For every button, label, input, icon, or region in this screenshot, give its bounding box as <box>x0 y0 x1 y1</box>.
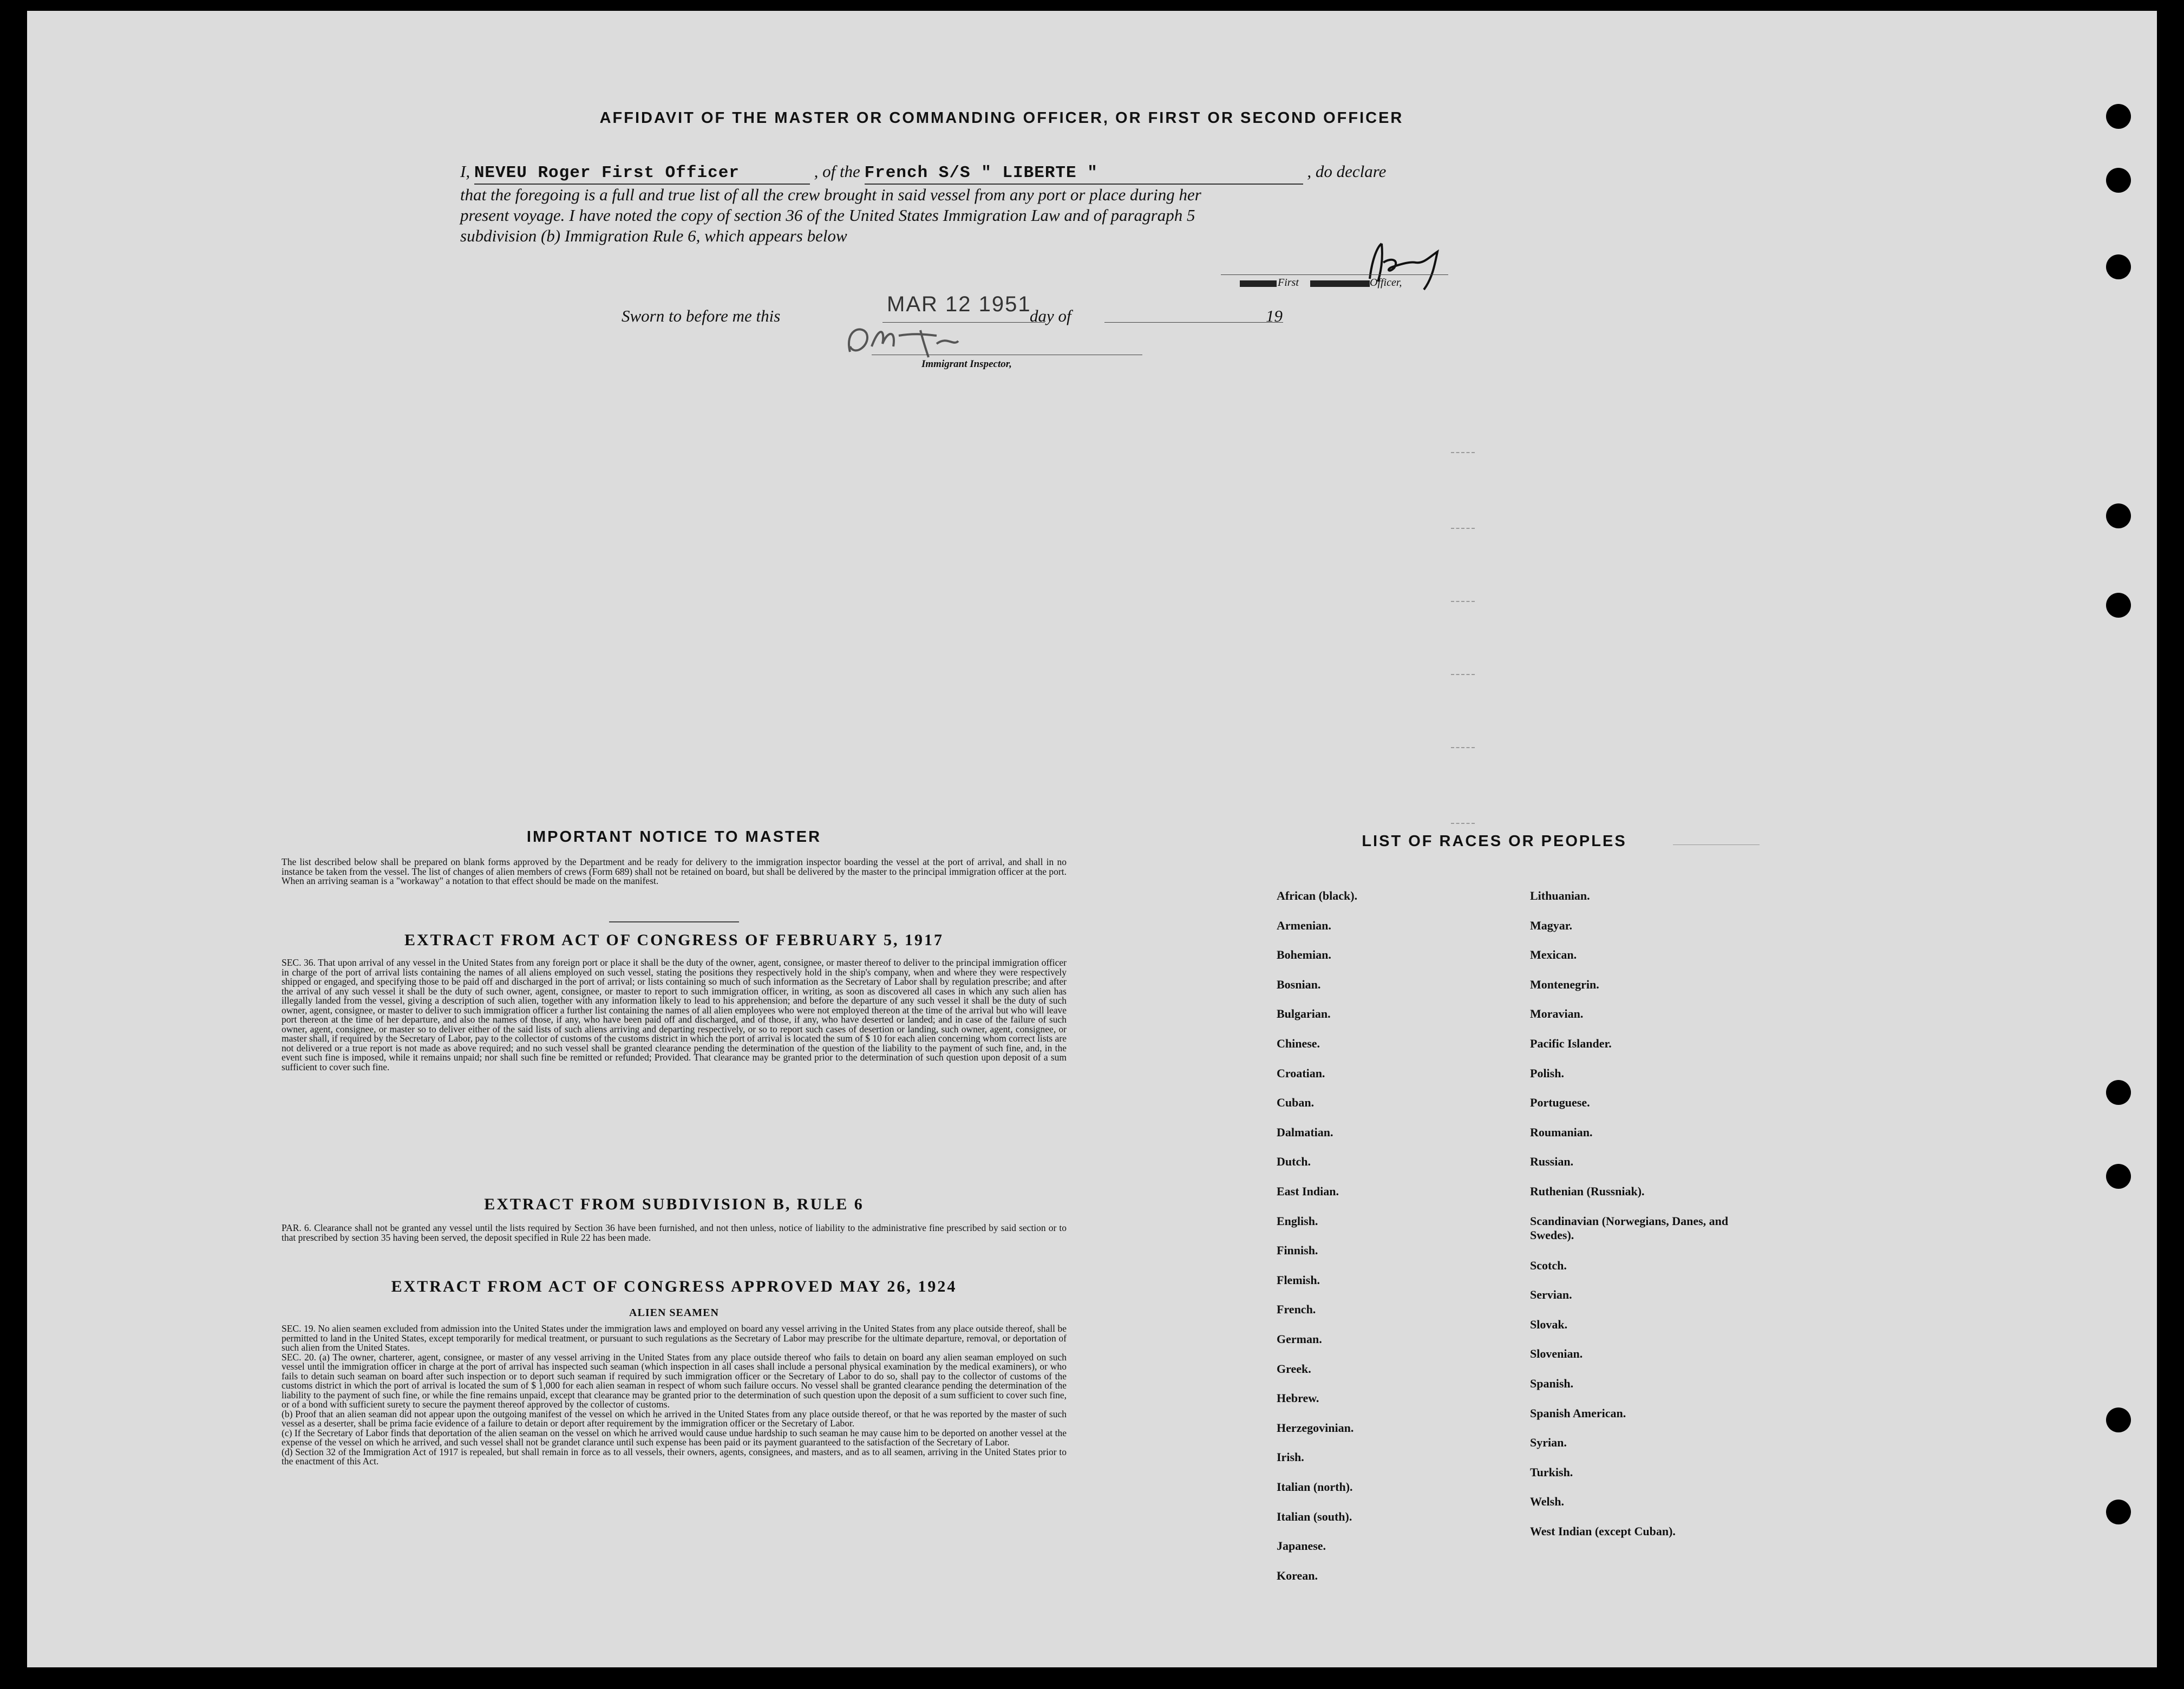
race-item: Dalmatian. <box>1277 1125 1333 1139</box>
race-item: Irish. <box>1277 1450 1304 1464</box>
sec-20c-text: (c) If the Secretary of Labor finds that deportation of the alien seaman on the vessel on which he arrived would cause undue hardship to such seaman he may cause him to be deported on another vessel at the expense of the vessel on which he arrived, and such vessel shall not be grandet clarance until such expense has been paid or its payment guaranteed to the satisfaction of the Secretary of Labor. <box>282 1427 1067 1448</box>
race-item: Russian. <box>1530 1155 1574 1169</box>
punch-hole <box>2106 593 2131 618</box>
date-stamp: MAR 12 1951 <box>887 292 1031 316</box>
race-item: Korean. <box>1277 1568 1318 1582</box>
race-item: Italian (north). <box>1277 1480 1353 1494</box>
race-item: Slovak. <box>1530 1317 1568 1331</box>
race-item: West Indian (except Cuban). <box>1530 1524 1676 1538</box>
officer-signature <box>1191 235 1516 295</box>
sec-19-text: SEC. 19. No alien seamen excluded from admission into the United States under the immigration laws and employed on board any vessel arriving in the United States from any place outside thereof, shall be permitted to land in the United States, except temporarily for medical treatment, or pursuant to such regulations as the Secretary of Labor may prescribe for the ultimate departure, removal, or deportation of such alien from the United States. <box>282 1323 1067 1353</box>
race-item: Mexican. <box>1530 948 1577 962</box>
race-item: Bulgarian. <box>1277 1007 1331 1021</box>
race-item: English. <box>1277 1214 1318 1228</box>
punch-hole <box>2106 503 2131 528</box>
race-item: Spanish. <box>1530 1376 1574 1390</box>
declaration-line-4: subdivision (b) Immigration Rule 6, which appears below <box>460 226 847 245</box>
race-item: Portuguese. <box>1530 1096 1590 1110</box>
race-item: Finnish. <box>1277 1243 1318 1258</box>
inspector-label: Immigrant Inspector, <box>921 358 1012 370</box>
i-label: I, <box>460 162 470 181</box>
sworn-prefix: Sworn to before me this <box>622 306 781 325</box>
race-item: Spanish American. <box>1530 1406 1626 1420</box>
race-item: Slovenian. <box>1530 1347 1583 1361</box>
officer-signature-block <box>1191 235 1516 295</box>
vessel-name-field: French S/S " LIBERTE " <box>865 163 1303 185</box>
race-item: Turkish. <box>1530 1465 1573 1479</box>
notice-text: The list described below shall be prepared on blank forms approved by the Department and be ready for delivery to the immigration inspector boarding the vessel at the port of arrival, and shall in no instance be taken from the vessel. The list of changes of alien members of crews (Form 689) shall not be retained on board, but shall be delivered by the master to the principal immigration officer at the port. When an arriving seaman is a "workaway" a notation to that effect should be made on the manifest. <box>282 856 1067 886</box>
race-item: Welsh. <box>1530 1495 1564 1509</box>
day-of-label: day of <box>1030 306 1071 325</box>
punch-hole <box>2106 1080 2131 1105</box>
race-item: Herzegovinian. <box>1277 1420 1354 1435</box>
punch-hole <box>2106 254 2131 279</box>
punch-hole <box>2106 1500 2131 1524</box>
sec-20d-text: (d) Section 32 of the Immigration Act of 1917 is repealed, but shall remain in force as to all vessels, their owners, agents, consignees, and masters, and as to all seamen, arriving in the United States prior to the enactment of this Act. <box>282 1446 1067 1467</box>
signature-first-label: First <box>1278 277 1299 289</box>
affidavit-title: AFFIDAVIT OF THE MASTER OR COMMANDING OFFICER, OR FIRST OR SECOND OFFICER <box>599 109 1404 127</box>
punch-hole <box>2106 1164 2131 1189</box>
do-declare-label: , do declare <box>1307 162 1387 181</box>
manifest-page <box>27 11 2157 1667</box>
race-item: Lithuanian. <box>1530 889 1590 902</box>
race-item: Greek. <box>1277 1361 1311 1376</box>
sec-20b-text: (b) Proof that an alien seaman did not appear upon the outgoing manifest of the vessel on which he arrived in the United States from any place outside thereof, or that he was reported by the master of such vessel as a deserter, shall be prima facie evidence of a failure to detain or deport after requirement by the immigration officer or the Secretary of Labor. <box>282 1408 1067 1429</box>
extract-1924-heading: EXTRACT FROM ACT OF CONGRESS APPROVED MAY 26, 1924 <box>391 1278 957 1295</box>
affidavit-declaration <box>460 161 1521 246</box>
race-item: Pacific Islander. <box>1530 1037 1612 1050</box>
sec-20a-text: SEC. 20. (a) The owner, charterer, agent, consignee, or master of any vessel arriving in the United States from any place outside thereof who fails to detain on board any alien seaman employed on such vessel until the immigration officer in charge at the port of arrival has inspected such seaman (which inspection in all cases shall include a personal physical examination by the medical examiners), or who fails to detain such seaman on board after such inspection or to deport such seaman if required by such immigration officer or the Secretary of Labor to do so, shall pay to the collector of customs of the customs district in which the port of arrival is located the sum of $ 1,000 for each alien seaman in respect of whom such failure occurs. No vessel shall be granted clearance pending the determination of the liability to the payment of such fine, or while the fine remains unpaid, except that clearance may be granted prior to the determination of such question upon the deposit of a sum sufficient to cover such fine, or of a bond with sufficient surety to secure the payment thereof approved by the collector of customs. <box>282 1351 1067 1410</box>
race-item: Croatian. <box>1277 1066 1325 1080</box>
notice-heading: IMPORTANT NOTICE TO MASTER <box>526 828 822 846</box>
declaration-line-1 <box>460 161 1521 185</box>
extract-rule6-heading: EXTRACT FROM SUBDIVISION B, RULE 6 <box>484 1195 864 1213</box>
year-prefix-label: 19 <box>1266 306 1283 325</box>
race-item: Servian. <box>1530 1288 1572 1302</box>
race-item: African (black). <box>1277 889 1358 902</box>
race-item: Montenegrin. <box>1530 977 1599 991</box>
race-item: Bosnian. <box>1277 977 1321 991</box>
officer-name-field: NEVEU Roger First Officer <box>474 163 810 185</box>
race-item: Magyar. <box>1530 918 1573 932</box>
punch-hole <box>2106 1408 2131 1432</box>
race-item: Ruthenian (Russniak). <box>1530 1184 1645 1198</box>
extract-1924-text <box>282 1324 1067 1467</box>
extract-1917-heading: EXTRACT FROM ACT OF CONGRESS OF FEBRUARY 5, 1917 <box>404 931 944 949</box>
race-item: East Indian. <box>1277 1184 1339 1198</box>
race-item: Scotch. <box>1530 1258 1567 1272</box>
race-item: Chinese. <box>1277 1037 1320 1050</box>
punch-hole <box>2106 104 2131 129</box>
race-item: French. <box>1277 1302 1316 1317</box>
declaration-line-2: that the foregoing is a full and true list of all the crew brought in said vessel from any port or place during her <box>460 185 1201 204</box>
punch-hole <box>2106 168 2131 193</box>
race-item: Syrian. <box>1530 1436 1567 1450</box>
inspector-signature-block <box>834 314 1029 384</box>
race-item: Hebrew. <box>1277 1391 1319 1405</box>
extract-rule6-text: PAR. 6. Clearance shall not be granted any vessel until the lists required by Section 36 have been furnished, and not then unless, notice of liability to the administrative fine prescribed by said section or to that prescribed by section 35 having been served, the deposit specified in Rule 22 has been made. <box>282 1222 1067 1243</box>
of-the-label: , of the <box>814 162 860 181</box>
race-item: German. <box>1277 1332 1322 1346</box>
declaration-line-3: present voyage. I have noted the copy of section 36 of the United States Immigration Law and of paragraph 5 <box>460 206 1195 225</box>
race-item: Roumanian. <box>1530 1125 1593 1139</box>
race-item: Armenian. <box>1277 918 1331 932</box>
race-item: Flemish. <box>1277 1273 1320 1287</box>
race-item: Dutch. <box>1277 1155 1311 1169</box>
race-item: Japanese. <box>1277 1539 1326 1553</box>
alien-seamen-subheading: ALIEN SEAMEN <box>629 1307 719 1319</box>
race-item: Cuban. <box>1277 1096 1315 1110</box>
extract-1917-text: SEC. 36. That upon arrival of any vessel in the United States from any foreign port or place it shall be the duty of the owner, agent, consignee, or master thereof to deliver to the principal immigration officer in charge of the port of arrival lists containing the names of all aliens employed on such vessel, stating the positions they respectively hold in the ship's company, when and where they were respectively shipped or engaged, and specifying those to be paid off and discharged in the port of arrival; or lists containing so much of such information as the Secretary of Labor shall by regulation prescribe; and after the arrival of any such vessel it shall be the duty of such owner, agent, consignee, or master to report to such immigration officer, in writing, as soon as discovered all cases in which any such alien has illegally landed from the vessel, giving a description of such alien, together with any information likely to lead to his apprehension; and before the departure of any such vessel it shall be the duty of such owner, agent, consignee, or master to deliver to such immigration officer a further list containing the names of all alien employees who were not employed thereon at the time of the arrival but who will leave port thereon at the time of her departure, and also the names of those, if any, who have been paid off and discharged, and of those, if any, who have deserted or landed; and in case of the failure of such owner, agent, consignee, or master so to deliver either of the said lists of such aliens arriving and departing respectively, or so to report such cases of desertion or landing, such owner, agent, consignee, or master shall, if required by the Secretary of Labor, pay to the collector of customs of the customs district in which the port of arrival is located the sum of $ 10 for each alien concerning whom correct lists are not delivered or a true report is not made as above required; and no such vessel shall be granted clearance pending the determination of the question of the liability to the payment of such fine, and, in the event such fine is imposed, while it remains unpaid; nor shall such fine be remitted or refunded; Provided. That clearance may be granted prior to the determination of such question upon deposit of a sum sufficient to cover such fine. <box>282 957 1067 1072</box>
race-item: Polish. <box>1530 1066 1564 1080</box>
signature-officer-label: Officer, <box>1370 277 1402 289</box>
race-item: Italian (south). <box>1277 1509 1352 1523</box>
race-item: Scandinavian (Norwegians, Danes, and Swedes). <box>1530 1214 1729 1242</box>
race-item: Moravian. <box>1530 1007 1584 1021</box>
races-heading: LIST OF RACES OR PEOPLES <box>1362 833 1627 850</box>
race-item: Bohemian. <box>1277 948 1331 962</box>
